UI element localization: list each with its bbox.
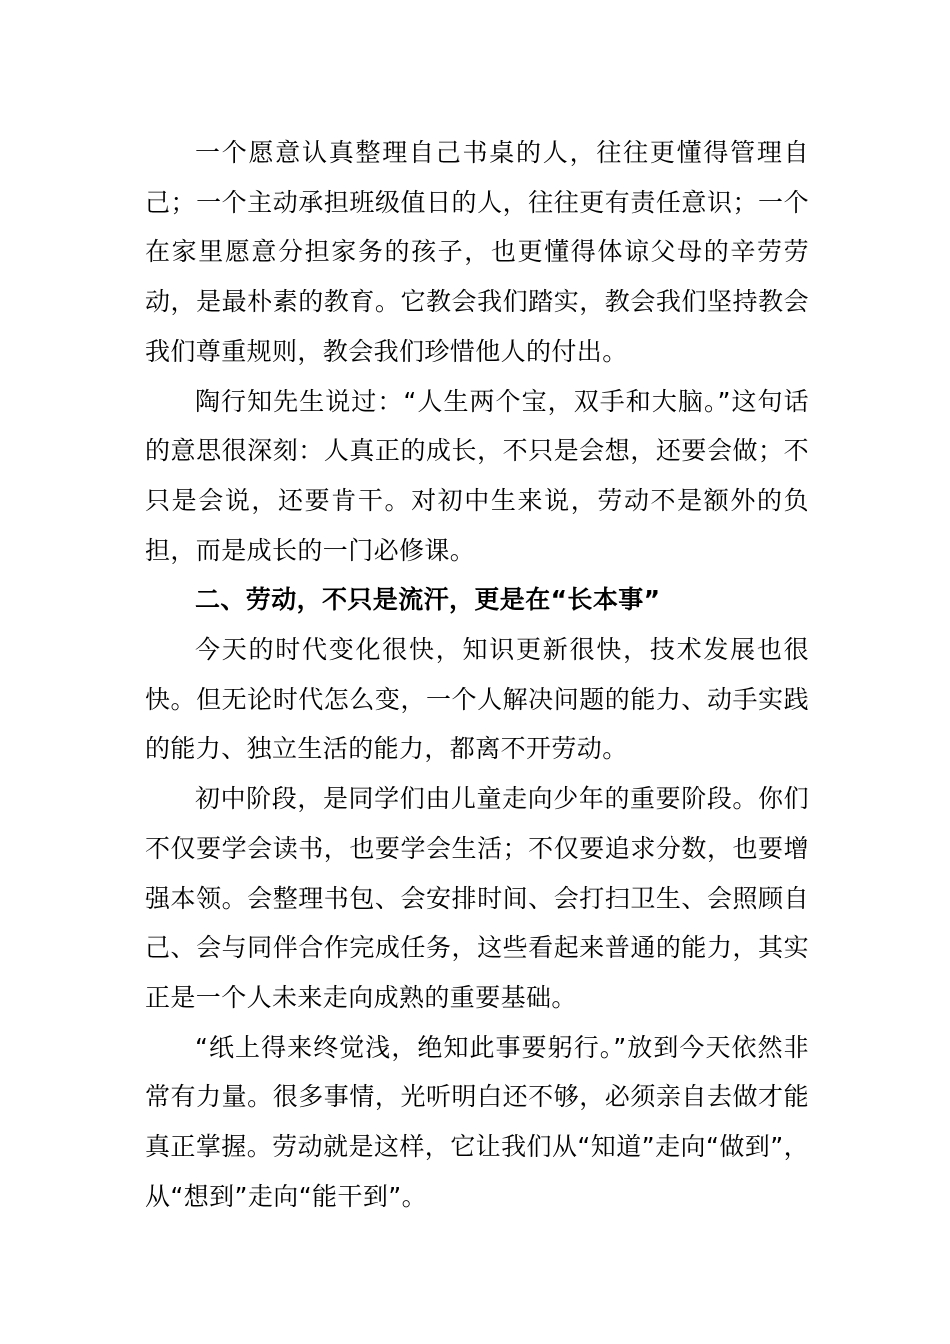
- paragraph-4: 初中阶段，是同学们由儿童走向少年的重要阶段。你们不仅要学会读书，也要学会生活；不仅要追求分数，也要增强本领。会整理书包、会安排时间、会打扫卫生、会照顾自己、会与同伴合作完成任务，这些看起来普通的能力，其实正是一个人未来走向成熟的重要基础。: [145, 784, 809, 1012]
- paragraph-2: 陶行知先生说过：“人生两个宝，双手和大脑。”这句话的意思很深刻：人真正的成长，不只是会想，还要会做；不只是会说，还要肯干。对初中生来说，劳动不是额外的负担，而是成长的一门必修课。: [145, 386, 809, 565]
- section-heading: 二、劳动，不只是流汗，更是在“长本事”: [195, 585, 661, 615]
- paragraph-3: 今天的时代变化很快，知识更新很快，技术发展也很快。但无论时代怎么变，一个人解决问题的能力、动手实践的能力、独立生活的能力，都离不开劳动。: [145, 635, 809, 764]
- document-body: [145, 128, 809, 1221]
- paragraph-5: “纸上得来终觉浅，绝知此事要躬行。”放到今天依然非常有力量。很多事情，光听明白还不够，必须亲自去做才能真正掌握。劳动就是这样，它让我们从“知道”走向“做到”，从“想到”走向“能干到”。: [145, 1032, 809, 1211]
- paragraph-1: 一个愿意认真整理自己书桌的人，往往更懂得管理自己；一个主动承担班级值日的人，往往更有责任意识；一个在家里愿意分担家务的孩子，也更懂得体谅父母的辛劳劳动，是最朴素的教育。它教会我们踏实，教会我们坚持教会我们尊重规则，教会我们珍惜他人的付出。: [145, 138, 809, 366]
